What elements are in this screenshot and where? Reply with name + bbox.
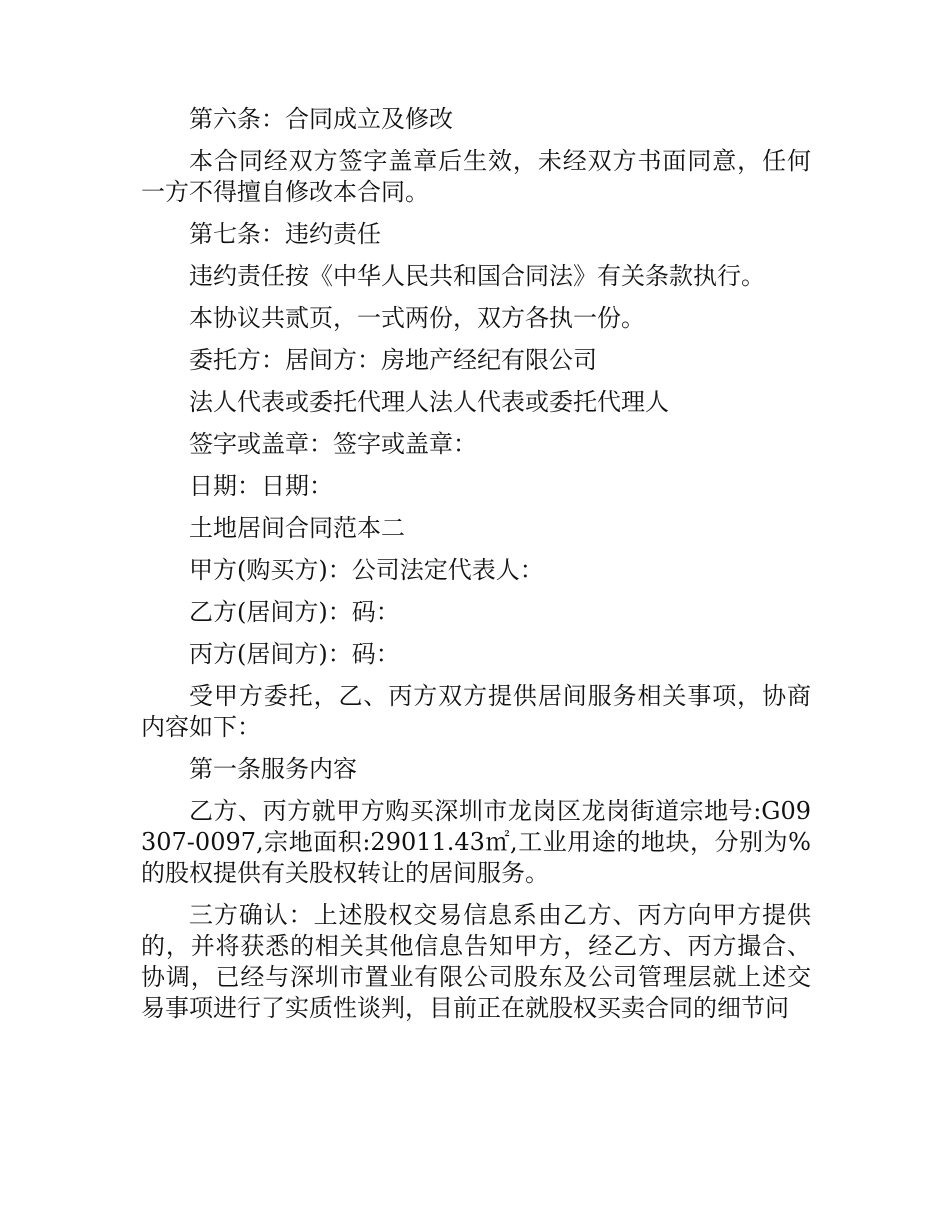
signatory-parties: 委托方：居间方：房地产经纪有限公司 bbox=[189, 346, 597, 374]
article-1-body: 乙方、丙方就甲方购买深圳市龙岗区龙岗街道宗地号:G09307-0097,宗地面积:29011.43㎡,工业用途的地块，分别为%的股权提供有关股权转让的居间服务。 bbox=[141, 797, 811, 887]
template-2-title: 土地居间合同范本二 bbox=[189, 514, 405, 542]
date-line: 日期：日期： bbox=[189, 472, 333, 500]
commission-intro: 受甲方委托，乙、丙方双方提供居间服务相关事项，协商内容如下： bbox=[141, 682, 811, 741]
article-7-body: 违约责任按《中华人民共和国合同法》有关条款执行。 bbox=[189, 262, 765, 290]
document-page bbox=[141, 104, 811, 1024]
article-1-heading: 第一条服务内容 bbox=[189, 755, 357, 783]
party-b-line: 乙方(居间方)：码： bbox=[189, 598, 400, 626]
tripartite-confirmation: 三方确认：上述股权交易信息系由乙方、丙方向甲方提供的，并将获悉的相关其他信息告知甲方，经乙方、丙方撮合、协调，已经与深圳市置业有限公司股东及公司管理层就上述交易事项进行了实质性谈判，目前正在就股权买卖合同的细节问 bbox=[141, 901, 811, 1022]
copies-clause: 本协议共贰页，一式两份，双方各执一份。 bbox=[189, 304, 645, 332]
signatory-representatives: 法人代表或委托代理人法人代表或委托代理人 bbox=[189, 388, 669, 416]
signature-line: 签字或盖章：签字或盖章： bbox=[189, 430, 477, 458]
party-c-line: 丙方(居间方)：码： bbox=[189, 640, 400, 668]
article-7-heading: 第七条：违约责任 bbox=[189, 220, 381, 248]
article-6-body: 本合同经双方签字盖章后生效，未经双方书面同意，任何一方不得擅自修改本合同。 bbox=[141, 147, 811, 206]
party-a-line: 甲方(购买方)：公司法定代表人： bbox=[189, 556, 544, 584]
article-6-heading: 第六条：合同成立及修改 bbox=[189, 105, 453, 133]
